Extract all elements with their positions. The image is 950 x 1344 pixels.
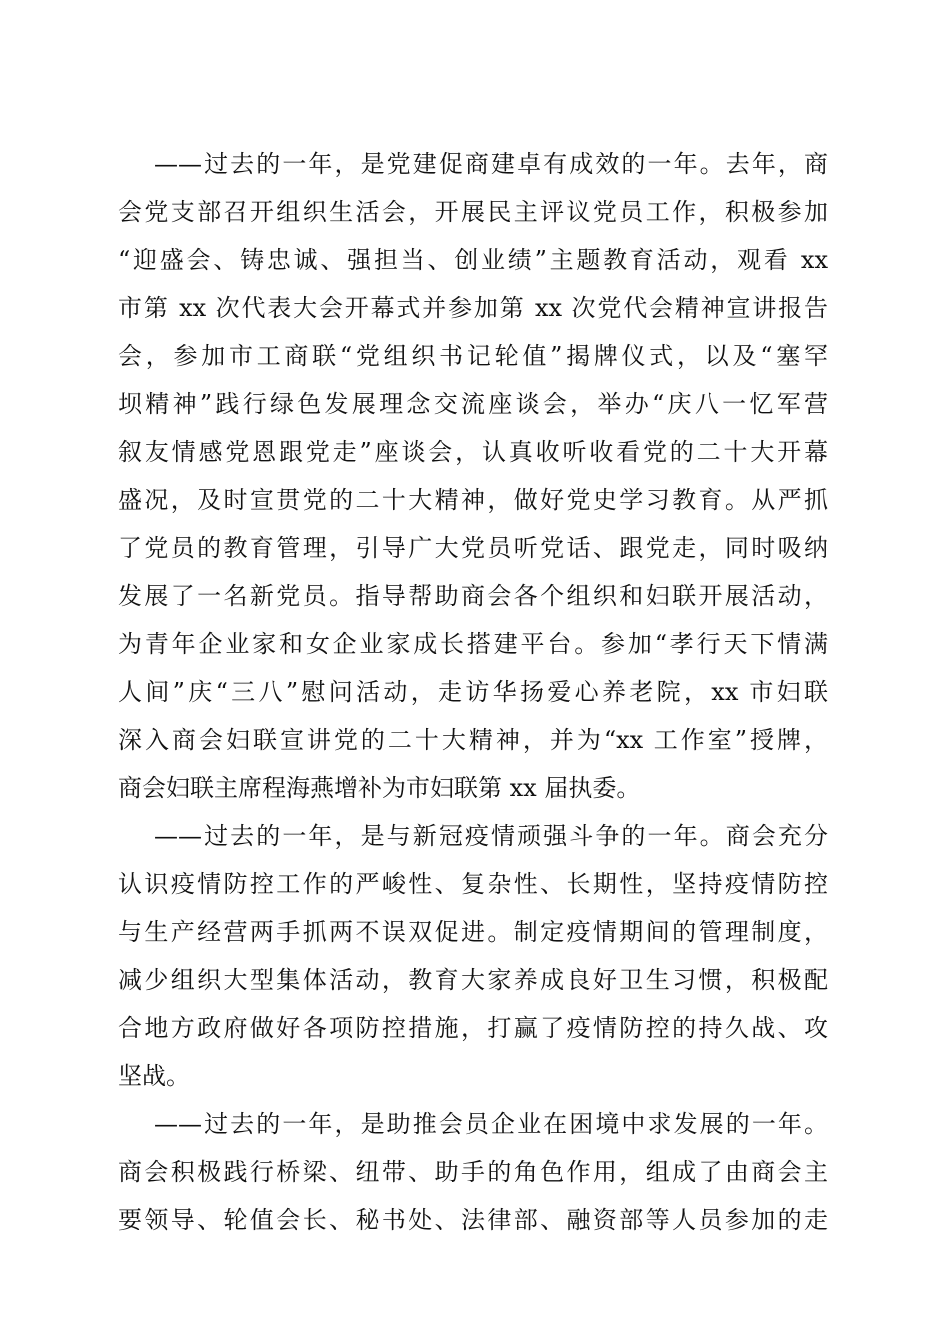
- text-line: 盛况，及时宣贯党的二十大精神，做好党史学习教育。从严抓: [118, 486, 828, 514]
- text-line: 认识疫情防控工作的严峻性、复杂性、长期性，坚持疫情防控: [118, 870, 828, 898]
- text-line: ——过去的一年，是党建促商建卓有成效的一年。去年，商: [154, 150, 828, 178]
- text-line: 商会积极践行桥梁、纽带、助手的角色作用，组成了由商会主: [118, 1158, 828, 1186]
- text-line: ——过去的一年，是助推会员企业在困境中求发展的一年。: [154, 1110, 828, 1138]
- text-line: 坝精神”践行绿色发展理念交流座谈会，举办“庆八一忆军营: [118, 390, 828, 418]
- document-body: [118, 140, 828, 1244]
- text-line: ——过去的一年，是与新冠疫情顽强斗争的一年。商会充分: [154, 822, 828, 850]
- text-line: 市第 xx 次代表大会开幕式并参加第 xx 次党代会精神宣讲报告: [118, 294, 828, 322]
- text-line: “迎盛会、铸忠诚、强担当、创业绩”主题教育活动，观看 xx: [118, 246, 828, 274]
- paragraph-party-building: [118, 140, 828, 812]
- text-line: 人间”庆“三八”慰问活动，走访华扬爱心养老院，xx 市妇联: [118, 678, 828, 706]
- text-line: 会，参加市工商联“党组织书记轮值”揭牌仪式，以及“塞罕: [118, 342, 828, 370]
- text-line: 为青年企业家和女企业家成长搭建平台。参加“孝行天下情满: [118, 630, 828, 658]
- text-line: 发展了一名新党员。指导帮助商会各个组织和妇联开展活动，: [118, 582, 828, 610]
- paragraph-epidemic-control: [118, 812, 828, 1100]
- text-line: 商会妇联主席程海燕增补为市妇联第 xx 届执委。: [118, 774, 641, 802]
- text-line: 了党员的教育管理，引导广大党员听党话、跟党走，同时吸纳: [118, 534, 828, 562]
- paragraph-member-enterprises: [118, 1100, 828, 1244]
- text-line: 合地方政府做好各项防控措施，打赢了疫情防控的持久战、攻: [118, 1014, 828, 1042]
- text-line: 会党支部召开组织生活会，开展民主评议党员工作，积极参加: [118, 198, 828, 226]
- text-line: 要领导、轮值会长、秘书处、法律部、融资部等人员参加的走: [118, 1206, 828, 1234]
- text-line: 与生产经营两手抓两不误双促进。制定疫情期间的管理制度，: [118, 918, 828, 946]
- text-line: 坚战。: [118, 1062, 190, 1090]
- text-line: 叙友情感党恩跟党走”座谈会，认真收听收看党的二十大开幕: [118, 438, 828, 466]
- text-line: 减少组织大型集体活动，教育大家养成良好卫生习惯，积极配: [118, 966, 828, 994]
- text-line: 深入商会妇联宣讲党的二十大精神，并为“xx 工作室”授牌，: [118, 726, 828, 754]
